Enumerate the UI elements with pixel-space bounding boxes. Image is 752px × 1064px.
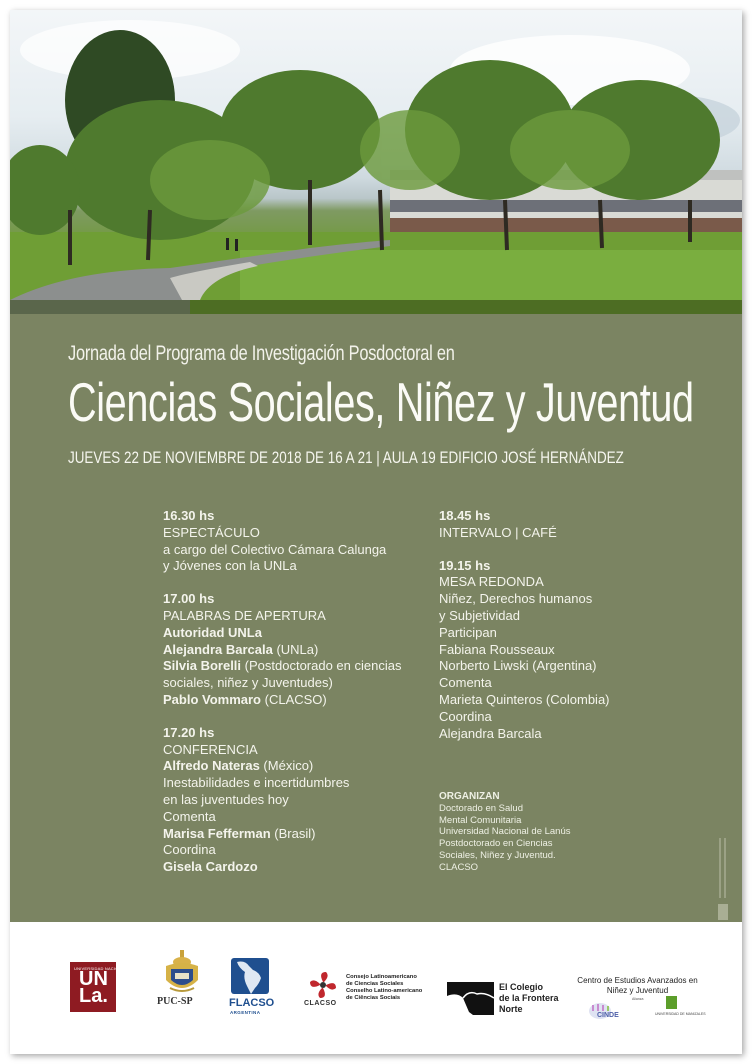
event-date-location: JUEVES 22 DE NOVIEMBRE DE 2018 DE 16 A 21 | AULA 19 EDIFICIO JOSÉ HERNÁNDEZ — [68, 448, 624, 467]
campus-photo — [10, 10, 742, 314]
event-poster — [10, 10, 742, 1054]
program-line: Pablo Vommaro (CLACSO) — [163, 691, 327, 707]
speaker-name: Marisa Fefferman — [163, 825, 271, 841]
program-line: CONFERENCIA — [163, 741, 258, 757]
speaker-name: Pablo Vommaro — [163, 691, 262, 707]
alianza-label: Alianza — [632, 997, 644, 1001]
clacso-text: Consejo Latinoamericano de Ciencias Sociales Conselho Latino-americano de Ciências Sociais — [346, 974, 423, 1001]
program-line: Norberto Liwski (Argentina) — [439, 658, 597, 674]
program-line: y Subjetividad — [439, 607, 520, 623]
cinde-label: CINDE — [597, 1012, 619, 1019]
program-item — [163, 591, 433, 709]
program-line: PALABRAS DE APERTURA — [163, 607, 326, 623]
manizales-label: UNIVERSIDAD DE MANIZALES — [655, 1012, 706, 1016]
campus-photo-illustration — [10, 10, 742, 314]
program-line: Alfredo Nateras (México) — [163, 758, 314, 774]
photo-overlay-band — [10, 300, 742, 314]
speaker-name: Autoridad UNLa — [163, 624, 262, 640]
puc-sp-label: PUC-SP — [157, 996, 193, 1007]
speaker-name: Alejandra Barcala — [163, 641, 273, 657]
speaker-name: Gisela Cardozo — [163, 859, 258, 875]
program-line: Alejandra Barcala (UNLa) — [163, 641, 319, 657]
speaker-name: Silvia Borelli — [163, 658, 242, 674]
organizer-line: Postdoctorado en Ciencias — [439, 838, 553, 850]
program-column-left — [163, 508, 433, 892]
program-line: Alejandra Barcala — [439, 725, 542, 741]
clacso-label: CLACSO — [304, 1000, 337, 1007]
program-line: MESA REDONDA — [439, 574, 544, 590]
flacso-label: FLACSO — [229, 997, 275, 1009]
unla-logo: UNIVERSIDAD NACIONAL DE LANÚS UN La. — [70, 962, 116, 1012]
event-title: Ciencias Sociales, Niñez y Juventud — [68, 371, 694, 433]
organizer-line: Doctorado en Salud — [439, 802, 523, 814]
program-line — [163, 859, 433, 876]
flacso-logo — [231, 958, 269, 994]
colef-mountain-logo — [447, 982, 494, 1015]
latin-america-map-icon — [231, 958, 269, 994]
puc-sp-crest-icon — [160, 950, 204, 996]
speaker-name: Alfredo Nateras — [163, 758, 260, 774]
program-line: Niñez, Derechos humanos — [439, 591, 593, 607]
program-line: Inestabilidades e incertidumbres — [163, 775, 350, 791]
organizer-line: CLACSO — [439, 861, 479, 873]
program-line: ESPECTÁCULO — [163, 524, 260, 540]
program-line: Fabiana Rousseaux — [439, 641, 555, 657]
sponsor-logos — [10, 922, 742, 1054]
organizer-line: Mental Comunitaria — [439, 814, 522, 826]
organizers-heading: ORGANIZAN — [439, 791, 500, 802]
program-line: Marisa Fefferman (Brasil) — [163, 825, 316, 841]
program-line: a cargo del Colectivo Cámara Calunga — [163, 541, 387, 557]
program-line: Silvia Borelli (Postdoctorado en ciencias — [163, 658, 402, 674]
program-line: Marieta Quinteros (Colombia) — [439, 691, 610, 707]
event-subtitle: Jornada del Programa de Investigación Posdoctoral en — [68, 342, 455, 365]
program-item — [439, 508, 709, 542]
program-panel — [10, 314, 742, 922]
manizales-logo — [666, 996, 677, 1009]
flacso-sublabel: ARGENTINA — [230, 1010, 261, 1015]
program-line: y Jóvenes con la UNLa — [163, 558, 297, 574]
program-line: Coordina — [163, 842, 216, 858]
cea-title: Centro de Estudios Avanzados en Niñez y Juventud — [577, 976, 698, 995]
clacso-mark-icon — [306, 970, 340, 1000]
program-line: INTERVALO | CAFÉ — [439, 524, 557, 540]
colef-label: El Colegio de la Frontera Norte — [499, 982, 559, 1014]
program-item — [163, 508, 433, 575]
program-time: 17.00 hs — [163, 591, 215, 607]
program-time: 18.45 hs — [439, 508, 491, 523]
program-line: Coordina — [439, 708, 492, 724]
program-line — [163, 625, 433, 642]
organizer-line: Sociales, Niñez y Juventud. — [439, 849, 556, 861]
organizer-line: Universidad Nacional de Lanús — [439, 826, 571, 838]
program-column-right — [439, 508, 709, 758]
program-item — [163, 725, 433, 876]
program-line: en las juventudes hoy — [163, 791, 289, 807]
program-line: sociales, niñez y Juventudes) — [163, 675, 333, 691]
program-time: 16.30 hs — [163, 508, 215, 523]
program-item — [439, 558, 709, 743]
program-time: 17.20 hs — [163, 724, 215, 740]
organizers-block — [439, 791, 571, 874]
program-line: Comenta — [439, 675, 492, 691]
dcv-credit-logo — [716, 834, 730, 924]
program-time: 19.15 hs — [439, 557, 491, 573]
program-line: Comenta — [163, 808, 216, 824]
program-line: Participan — [439, 624, 497, 640]
